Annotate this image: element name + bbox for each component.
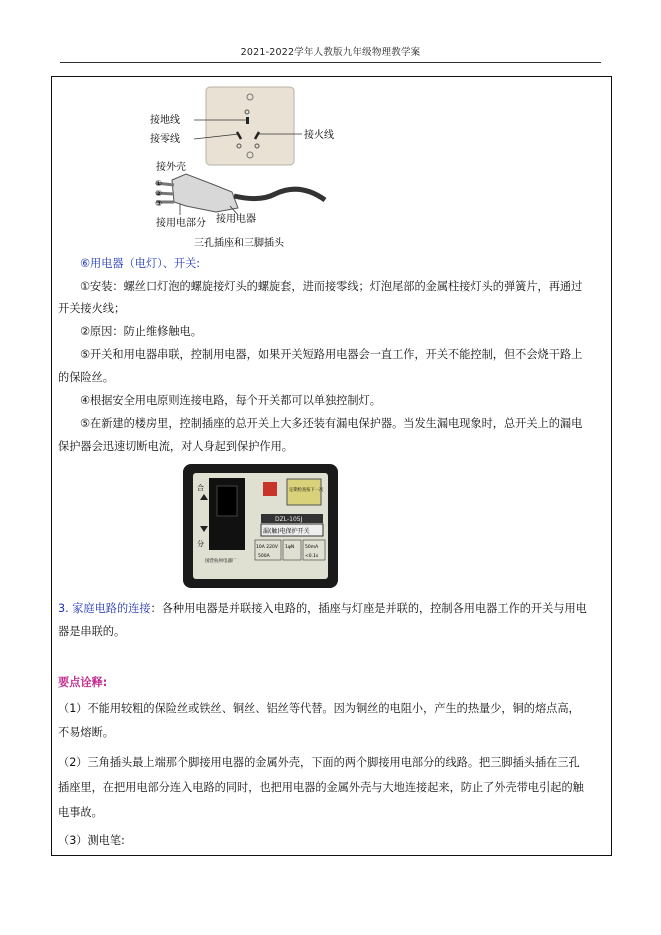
off-label: 分 xyxy=(197,540,204,548)
page-header: 2021-2022学年人教版九年级物理教学案 xyxy=(240,47,421,58)
switch-lever xyxy=(217,486,237,516)
keypoint2-line3: 电事故。 xyxy=(58,806,103,819)
section3-label: 3. 家庭电路的连接 xyxy=(58,602,151,615)
test-label: 定期检查按下一次 xyxy=(289,488,324,493)
pin-1-label: ① xyxy=(155,179,163,188)
shell-label: 接外壳 xyxy=(156,162,186,173)
neutral-label: 接零线 xyxy=(150,134,180,145)
brand-logo xyxy=(263,482,277,496)
socket-plug-figure xyxy=(150,84,340,254)
ground-hole xyxy=(246,117,249,124)
keypoint1-line2: 不易熔断。 xyxy=(58,726,114,739)
pin-3-label: ③ xyxy=(155,199,163,208)
figure1-caption: 三孔插座和三脚插头 xyxy=(194,238,284,249)
socket-plate xyxy=(206,87,294,165)
section3-line2: 器是串联的。 xyxy=(58,625,126,638)
plug-body xyxy=(172,174,238,212)
leakage-protector-figure xyxy=(183,464,338,588)
spec2: 1φN xyxy=(285,545,295,550)
series-line2: 的保险丝。 xyxy=(58,371,114,384)
section6-title: ⑥用电器（电灯）、开关: xyxy=(80,257,201,270)
spec1: 10A 220V xyxy=(256,545,278,550)
keypoint2-line1: （2）三角插头最上端那个脚接用电器的金属外壳，下面的两个脚接用电部分的线路。把三脚插头插在三孔 xyxy=(58,756,580,769)
new-building-line2: 保护器会迅速切断电流，对人身起到保护作用。 xyxy=(58,440,293,453)
section3-line1 xyxy=(58,598,587,620)
spec5: <0.1s xyxy=(305,554,319,559)
new-building-line1: ⑤在新建的楼房里，控制插座的总开关上大多还装有漏电保护器。当发生漏电现象时，总开关上的漏电 xyxy=(80,417,583,430)
keypoint2-line2: 插座里，在把用电部分连入电路的同时，也把用电器的金属外壳与大地连接起来，防止了外壳带电引起的触 xyxy=(58,781,584,794)
keypoints-title: 要点诠释: xyxy=(58,676,108,689)
install-line1: ①安装：螺丝口灯泡的螺旋接灯头的螺旋套，进而接零线；灯泡尾部的金属柱接灯头的弹簧片，再通过 xyxy=(80,280,583,293)
series-line1: ⑤开关和用电器串联，控制用电器，如果开关短路用电器会一直工作，开关不能控制，但不会烧干路上 xyxy=(80,348,583,361)
plug-cord xyxy=(234,189,325,200)
ground-label: 接地线 xyxy=(150,115,180,126)
model-label: DZL-105J xyxy=(275,516,303,523)
spec4: 500A xyxy=(258,554,270,559)
keypoint3-line: （3）测电笔: xyxy=(58,834,125,847)
pin-2-label: ② xyxy=(155,189,163,198)
device-name: 漏(触)电保护开关 xyxy=(263,528,310,535)
appliance-part-label: 接用电部分 xyxy=(156,218,206,229)
section3-text: ：各种用电器是并联接入电路的，插座与灯座是并联的，控制各用电器工作的开关与用电 xyxy=(150,602,587,615)
rule-line: ④根据安全用电原则连接电路，每个开关都可以单独控制灯。 xyxy=(80,394,381,407)
keypoint1-line1: （1）不能用较粗的保险丝或铁丝、铜丝、铝丝等代替。因为铜丝的电阻小，产生的热量少，铜的熔点高， xyxy=(58,702,580,715)
install-line2: 开关接火线； xyxy=(58,302,126,315)
appliance-label: 接用电器 xyxy=(216,214,256,225)
live-label: 接火线 xyxy=(304,130,334,141)
on-label: 合 xyxy=(197,484,204,492)
reason-line: ②原因：防止维修触电。 xyxy=(80,325,202,338)
maker-label: 国营杭州电器厂 xyxy=(205,559,237,564)
spec3: 50mA xyxy=(305,545,319,550)
header-rule xyxy=(60,62,601,63)
